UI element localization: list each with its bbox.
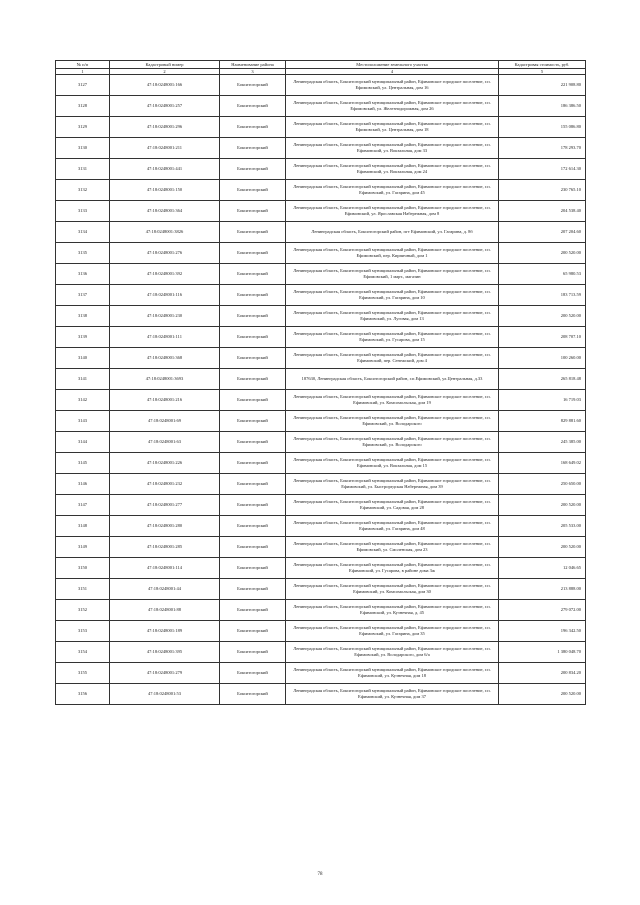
row-number: 3136 <box>56 264 110 285</box>
district-name: Бокситогорский <box>220 474 286 495</box>
cadastral-number: 47:18:0248001:392 <box>110 264 220 285</box>
cadastral-number: 47:18:0248001:3693 <box>110 369 220 390</box>
cadastral-cost: 12 046.65 <box>499 558 586 579</box>
cadastral-cost: 16 719.03 <box>499 390 586 411</box>
table-row <box>56 684 586 705</box>
cadastral-number: 47:18:0248001:364 <box>110 201 220 222</box>
cadastral-cost: 183 713.59 <box>499 285 586 306</box>
location-address: Ленинградская область, Бокситогорский муниципальный район, Ефимовское городское поселение, г.п. Ефимовский, ул. Гагарина, дом 48 <box>286 516 499 537</box>
cadastral-number: 47:18:0248001:395 <box>110 642 220 663</box>
district-name: Бокситогорский <box>220 495 286 516</box>
row-number: 3132 <box>56 180 110 201</box>
table-row <box>56 243 586 264</box>
cadastral-number: 47:18:0248001:441 <box>110 159 220 180</box>
district-name: Бокситогорский <box>220 411 286 432</box>
district-name: Бокситогорский <box>220 180 286 201</box>
table-header-row <box>56 61 586 69</box>
row-number: 3128 <box>56 96 110 117</box>
location-address: Ленинградская область, Бокситогорский муниципальный район, Ефимовское городское поселение, г.п. Ефимовский, 1 март., магазин <box>286 264 499 285</box>
location-address: Ленинградская область, Бокситогорский район, пгт Ефимовский, ул. Гагарина, д. 8б <box>286 222 499 243</box>
table-row <box>56 621 586 642</box>
cadastral-cost: 100 260.00 <box>499 348 586 369</box>
cadastral-number: 47:18:0248001:53 <box>110 684 220 705</box>
table-row <box>56 201 586 222</box>
table-row <box>56 369 586 390</box>
district-name: Бокситогорский <box>220 537 286 558</box>
cadastral-cost: 200 520.00 <box>499 243 586 264</box>
row-number: 3147 <box>56 495 110 516</box>
cadastral-cost: 1 380 048.70 <box>499 642 586 663</box>
district-name: Бокситогорский <box>220 96 286 117</box>
location-address: Ленинградская область, Бокситогорский муниципальный район, Ефимовское городское поселение, г.п. Ефимовский, ул. Кузнечная, дом 37 <box>286 684 499 705</box>
row-number: 3137 <box>56 285 110 306</box>
cadastral-cost: 265 818.48 <box>499 369 586 390</box>
district-name: Бокситогорский <box>220 516 286 537</box>
column-number: 3 <box>220 69 286 75</box>
row-number: 3142 <box>56 390 110 411</box>
row-number: 3133 <box>56 201 110 222</box>
district-name: Бокситогорский <box>220 222 286 243</box>
cadastral-cost: 65 980.53 <box>499 264 586 285</box>
cadastral-cost: 230 765.10 <box>499 180 586 201</box>
header-cadastral-number: Кадастровый номер <box>110 61 220 69</box>
district-name: Бокситогорский <box>220 642 286 663</box>
cadastral-number: 47:18:0248001:150 <box>110 180 220 201</box>
table-row <box>56 642 586 663</box>
row-number: 3156 <box>56 684 110 705</box>
column-number: 2 <box>110 69 220 75</box>
cadastral-cost: 204 538.40 <box>499 201 586 222</box>
row-number: 3148 <box>56 516 110 537</box>
cadastral-number: 47:18:0248001:285 <box>110 537 220 558</box>
cadastral-cost: 186 386.50 <box>499 96 586 117</box>
district-name: Бокситогорский <box>220 600 286 621</box>
location-address: Ленинградская область, Бокситогорский муниципальный район, Ефимовское городское поселение, г.п. Ефимовский, ул. Гагарина, дом 35 <box>286 621 499 642</box>
location-address: Ленинградская область, Бокситогорский муниципальный район, Ефимовское городское поселение, г.п. Ефимовский, ул. Володарского <box>286 411 499 432</box>
table-row <box>56 432 586 453</box>
table-row <box>56 159 586 180</box>
cadastral-cost: 205 533.00 <box>499 516 586 537</box>
column-number: 5 <box>499 69 586 75</box>
location-address: Ленинградская область, Бокситогорский муниципальный район, Ефимовское городское поселение, г.п. Ефимовский, ул. Комсомольская, дом 30 <box>286 579 499 600</box>
row-number: 3149 <box>56 537 110 558</box>
district-name: Бокситогорский <box>220 390 286 411</box>
cadastral-cost: 200 520.00 <box>499 537 586 558</box>
cadastral-number: 47:18:0248001:279 <box>110 663 220 684</box>
table-row <box>56 222 586 243</box>
cadastral-number: 47:18:0248001:211 <box>110 138 220 159</box>
cadastral-number: 47:18:0248001:111 <box>110 327 220 348</box>
row-number: 3138 <box>56 306 110 327</box>
table-row <box>56 495 586 516</box>
row-number: 3139 <box>56 327 110 348</box>
location-address: Ленинградская область, Бокситогорский муниципальный район, Ефимовское городское поселение, г.п. Ефимовский, ул. Луговая, дом 13 <box>286 306 499 327</box>
location-address: Ленинградская область, Бокситогорский муниципальный район, Ефимовское городское поселение, г.п. Ефимовский, ул. Володарского <box>286 432 499 453</box>
cadastral-cost: 279 072.00 <box>499 600 586 621</box>
district-name: Бокситогорский <box>220 75 286 96</box>
location-address: Ленинградская область, Бокситогорский муниципальный район, Ефимовское городское поселение, г.п. Ефимовский, ул. Ярославская Набережная, дом 8 <box>286 201 499 222</box>
location-address: Ленинградская область, Бокситогорский муниципальный район, Ефимовское городское поселение, г.п. Ефимовский, ул. Садовая, дом 28 <box>286 495 499 516</box>
cadastral-cost: 208 707.10 <box>499 327 586 348</box>
location-address: Ленинградская область, Бокситогорский муниципальный район, Ефимовское городское поселение, г.п. Ефимовский, пер. Сенежский, дом 4 <box>286 348 499 369</box>
cadastral-cost: 213 888.00 <box>499 579 586 600</box>
row-number: 3153 <box>56 621 110 642</box>
cadastral-number: 47:18:0248001:166 <box>110 75 220 96</box>
table-row <box>56 663 586 684</box>
location-address: Ленинградская область, Бокситогорский муниципальный район, Ефимовское городское поселение, г.п. Ефимовский, пер. Кирпичный, дом 1 <box>286 243 499 264</box>
row-number: 3131 <box>56 159 110 180</box>
cadastral-cost: 196 342.50 <box>499 621 586 642</box>
district-name: Бокситогорский <box>220 663 286 684</box>
row-number: 3135 <box>56 243 110 264</box>
location-address: Ленинградская область, Бокситогорский муниципальный район, Ефимовское городское поселение, г.п. Ефимовский, ул. Кузнечная, д. 45 <box>286 600 499 621</box>
table-row <box>56 306 586 327</box>
cadastral-number: 47:18:0248001:277 <box>110 495 220 516</box>
cadastral-cost: 200 834.20 <box>499 663 586 684</box>
row-number: 3155 <box>56 663 110 684</box>
row-number: 3127 <box>56 75 110 96</box>
table-row <box>56 138 586 159</box>
cadastral-number: 47:18:0248001:280 <box>110 516 220 537</box>
district-name: Бокситогорский <box>220 684 286 705</box>
cadastral-number: 47:18:0248001:257 <box>110 96 220 117</box>
header-cadastral-cost: Кадастровая стоимость, руб. <box>499 61 586 69</box>
district-name: Бокситогорский <box>220 306 286 327</box>
district-name: Бокситогорский <box>220 201 286 222</box>
page-number: 78 <box>317 872 323 877</box>
district-name: Бокситогорский <box>220 243 286 264</box>
row-number: 3150 <box>56 558 110 579</box>
table-row <box>56 516 586 537</box>
district-name: Бокситогорский <box>220 579 286 600</box>
table-row <box>56 96 586 117</box>
cadastral-cost: 245 385.00 <box>499 432 586 453</box>
cadastral-value-table <box>55 60 586 705</box>
district-name: Бокситогорский <box>220 138 286 159</box>
table-row <box>56 285 586 306</box>
cadastral-number: 47:18:0248001:230 <box>110 306 220 327</box>
location-address: Ленинградская область, Бокситогорский муниципальный район, Ефимовское городское поселение, г.п. Ефимовский, ул. Гусарова, в районе дома 3ж <box>286 558 499 579</box>
cadastral-number: 47:18:0248001:114 <box>110 558 220 579</box>
location-address: Ленинградская область, Бокситогорский муниципальный район, Ефимовское городское поселение, г.п. Ефимовский, ул. Центральная, дом 16 <box>286 75 499 96</box>
cadastral-number: 47:18:0248001:44 <box>110 579 220 600</box>
table-body <box>56 75 586 705</box>
table-row <box>56 579 586 600</box>
cadastral-cost: 207 204.60 <box>499 222 586 243</box>
table-row <box>56 453 586 474</box>
cadastral-cost: 829 881.60 <box>499 411 586 432</box>
location-address: Ленинградская область, Бокситогорский муниципальный район, Ефимовское городское поселение, г.п. Ефимовский, ул. Гусарова, дом 15 <box>286 327 499 348</box>
location-address: Ленинградская область, Бокситогорский муниципальный район, Ефимовское городское поселение, г.п. Ефимовский, ул. Вокзальная, дом 15 <box>286 453 499 474</box>
row-number: 3151 <box>56 579 110 600</box>
cadastral-cost: 200 520.00 <box>499 495 586 516</box>
location-address: Ленинградская область, Бокситогорский муниципальный район, Ефимовское городское поселение, г.п. Ефимовский, ул. Центральная, дом 18 <box>286 117 499 138</box>
location-address: Ленинградская область, Бокситогорский муниципальный район, Ефимовское городское поселение, г.п. Ефимовский, ул. Вокзальная, дом 33 <box>286 138 499 159</box>
table-row <box>56 180 586 201</box>
location-address: Ленинградская область, Бокситогорский муниципальный район, Ефимовское городское поселение, г.п. Ефимовский, ул. Кузнечная, дом 18 <box>286 663 499 684</box>
district-name: Бокситогорский <box>220 285 286 306</box>
cadastral-number: 47:18:0248001:116 <box>110 285 220 306</box>
cadastral-number: 47:18:0248001:276 <box>110 243 220 264</box>
header-district: Наименование района <box>220 61 286 69</box>
row-number: 3134 <box>56 222 110 243</box>
table-row <box>56 600 586 621</box>
column-number: 4 <box>286 69 499 75</box>
cadastral-cost: 168 649.02 <box>499 453 586 474</box>
row-number: 3141 <box>56 369 110 390</box>
table-row <box>56 390 586 411</box>
document-page <box>55 60 585 705</box>
table-row <box>56 558 586 579</box>
location-address: Ленинградская область, Бокситогорский муниципальный район, Ефимовское городское поселение, г.п. Ефимовский, ул. Смоленская, дом 23 <box>286 537 499 558</box>
table-row <box>56 75 586 96</box>
district-name: Бокситогорский <box>220 621 286 642</box>
cadastral-number: 47:18:0248001:189 <box>110 621 220 642</box>
district-name: Бокситогорский <box>220 558 286 579</box>
row-number: 3144 <box>56 432 110 453</box>
cadastral-number: 47:18:0248001:88 <box>110 600 220 621</box>
location-address: Ленинградская область, Бокситогорский муниципальный район, Ефимовское городское поселение, г.п. Ефимовский, ул. Вокзальная, дом 24 <box>286 159 499 180</box>
row-number: 3129 <box>56 117 110 138</box>
header-number: № п/п <box>56 61 110 69</box>
row-number: 3140 <box>56 348 110 369</box>
location-address: Ленинградская область, Бокситогорский муниципальный район, Ефимовское городское поселение, г.п. Ефимовский, ул. Быстроредская Набережная, дом 39 <box>286 474 499 495</box>
cadastral-number: 47:18:0248001:69 <box>110 411 220 432</box>
row-number: 3143 <box>56 411 110 432</box>
cadastral-number: 47:18:0248001:216 <box>110 390 220 411</box>
district-name: Бокситогорский <box>220 159 286 180</box>
cadastral-number: 47:18:0248001:296 <box>110 117 220 138</box>
table-row <box>56 348 586 369</box>
cadastral-number: 47:18:0248001:63 <box>110 432 220 453</box>
header-location: Местоположение земельного участка <box>286 61 499 69</box>
district-name: Бокситогорский <box>220 348 286 369</box>
location-address: Ленинградская область, Бокситогорский муниципальный район, Ефимовское городское поселение, г.п. Ефимовский, ул. Гагарина, дом 10 <box>286 285 499 306</box>
cadastral-number: 47:18:0248001:232 <box>110 474 220 495</box>
location-address: Ленинградская область, Бокситогорский муниципальный район, Ефимовское городское поселение, г.п. Ефимовский, ул. Гагарина, дом 45 <box>286 180 499 201</box>
table-row <box>56 327 586 348</box>
cadastral-number: 47:18:0248001:3826 <box>110 222 220 243</box>
row-number: 3154 <box>56 642 110 663</box>
cadastral-cost: 172 614.30 <box>499 159 586 180</box>
table-row <box>56 264 586 285</box>
cadastral-number: 47:18:0248001:368 <box>110 348 220 369</box>
cadastral-cost: 221 908.80 <box>499 75 586 96</box>
column-number: 1 <box>56 69 110 75</box>
location-address: Ленинградская область, Бокситогорский муниципальный район, Ефимовское городское поселение, г.п. Ефимовский, ул. Железнодорожная, дом 26 <box>286 96 499 117</box>
table-row <box>56 474 586 495</box>
district-name: Бокситогорский <box>220 117 286 138</box>
row-number: 3146 <box>56 474 110 495</box>
cadastral-cost: 200 520.00 <box>499 306 586 327</box>
district-name: Бокситогорский <box>220 327 286 348</box>
table-row <box>56 537 586 558</box>
location-address: Ленинградская область, Бокситогорский муниципальный район, Ефимовское городское поселение, г.п. Ефимовский, ул. Володарского, дом 6/а <box>286 642 499 663</box>
table-row <box>56 411 586 432</box>
district-name: Бокситогорский <box>220 432 286 453</box>
row-number: 3130 <box>56 138 110 159</box>
district-name: Бокситогорский <box>220 369 286 390</box>
cadastral-cost: 155 086.80 <box>499 117 586 138</box>
cadastral-cost: 250 650.00 <box>499 474 586 495</box>
cadastral-number: 47:18:0248001:226 <box>110 453 220 474</box>
location-address: Ленинградская область, Бокситогорский муниципальный район, Ефимовское городское поселение, г.п. Ефимовский, ул. Комсомольская, дом 19 <box>286 390 499 411</box>
location-address: 187630, Ленинградская область, Бокситогорский район, г.п.Ефимовский, ул.Центральная, д.33 <box>286 369 499 390</box>
cadastral-cost: 178 293.70 <box>499 138 586 159</box>
row-number: 3145 <box>56 453 110 474</box>
district-name: Бокситогорский <box>220 264 286 285</box>
row-number: 3152 <box>56 600 110 621</box>
table-row <box>56 117 586 138</box>
district-name: Бокситогорский <box>220 453 286 474</box>
cadastral-cost: 200 520.00 <box>499 684 586 705</box>
